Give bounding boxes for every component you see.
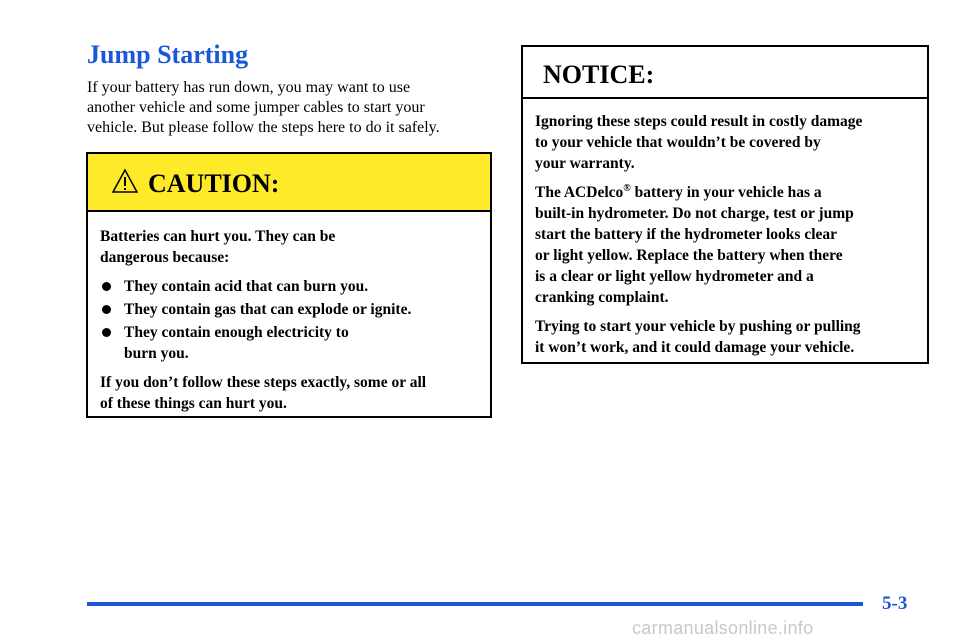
caution-lead-line: Batteries can hurt you. They can be bbox=[100, 228, 336, 245]
warning-triangle-icon bbox=[112, 168, 138, 194]
notice-header bbox=[523, 47, 927, 99]
notice-line: start the battery if the hydrometer looks clear bbox=[535, 226, 838, 243]
page-number: 5-3 bbox=[882, 593, 908, 614]
intro-line: another vehicle and some jumper cables to start your bbox=[87, 99, 425, 116]
intro-line: vehicle. But please follow the steps here to do it safely. bbox=[87, 119, 440, 136]
notice-body bbox=[523, 99, 927, 358]
list-item bbox=[100, 299, 478, 320]
notice-line: to your vehicle that wouldn’t be covered by bbox=[535, 134, 821, 151]
caution-closing-line: If you don’t follow these steps exactly, some or all bbox=[100, 374, 427, 391]
notice-paragraph bbox=[535, 316, 915, 358]
bullet-text: They contain acid that can burn you. bbox=[124, 278, 369, 295]
notice-line: it won’t work, and it could damage your vehicle. bbox=[535, 339, 855, 356]
page-title: Jump Starting bbox=[87, 40, 249, 69]
bullet-text: They contain enough electricity to bbox=[124, 324, 349, 341]
notice-line: Trying to start your vehicle by pushing or pulling bbox=[535, 318, 861, 335]
bullet-text: They contain gas that can explode or ignite. bbox=[124, 301, 412, 318]
intro-line: If your battery has run down, you may want to use bbox=[87, 79, 411, 96]
caution-heading: CAUTION: bbox=[148, 169, 280, 198]
list-item bbox=[100, 276, 478, 297]
caution-header bbox=[88, 154, 490, 212]
intro-paragraph bbox=[87, 78, 487, 138]
notice-line: built-in hydrometer. Do not charge, test or jump bbox=[535, 205, 854, 222]
notice-paragraph bbox=[535, 111, 915, 174]
notice-box bbox=[521, 45, 929, 364]
caution-bullet-list bbox=[100, 276, 478, 364]
notice-brand: The ACDelco bbox=[535, 184, 624, 201]
bullet-icon bbox=[102, 305, 111, 314]
bullet-icon bbox=[102, 328, 111, 337]
notice-heading: NOTICE: bbox=[543, 60, 655, 89]
notice-line: or light yellow. Replace the battery when there bbox=[535, 247, 843, 264]
bullet-icon bbox=[102, 282, 111, 291]
notice-line: is a clear or light yellow hydrometer and a bbox=[535, 268, 814, 285]
caution-box bbox=[86, 152, 492, 418]
notice-line: Ignoring these steps could result in costly damage bbox=[535, 113, 863, 130]
watermark: carmanualsonline.info bbox=[632, 618, 814, 638]
list-item bbox=[100, 322, 478, 364]
notice-line: cranking complaint. bbox=[535, 289, 669, 306]
registered-mark: ® bbox=[623, 182, 631, 194]
caution-body bbox=[88, 212, 490, 414]
notice-line: your warranty. bbox=[535, 155, 635, 172]
footer-rule bbox=[87, 602, 863, 606]
caution-lead-line: dangerous because: bbox=[100, 249, 230, 266]
notice-line: battery in your vehicle has a bbox=[630, 184, 822, 201]
caution-lead bbox=[100, 226, 478, 268]
caution-closing bbox=[100, 372, 478, 414]
bullet-text: burn you. bbox=[124, 345, 189, 362]
notice-paragraph bbox=[535, 182, 915, 308]
caution-closing-line: of these things can hurt you. bbox=[100, 395, 287, 412]
